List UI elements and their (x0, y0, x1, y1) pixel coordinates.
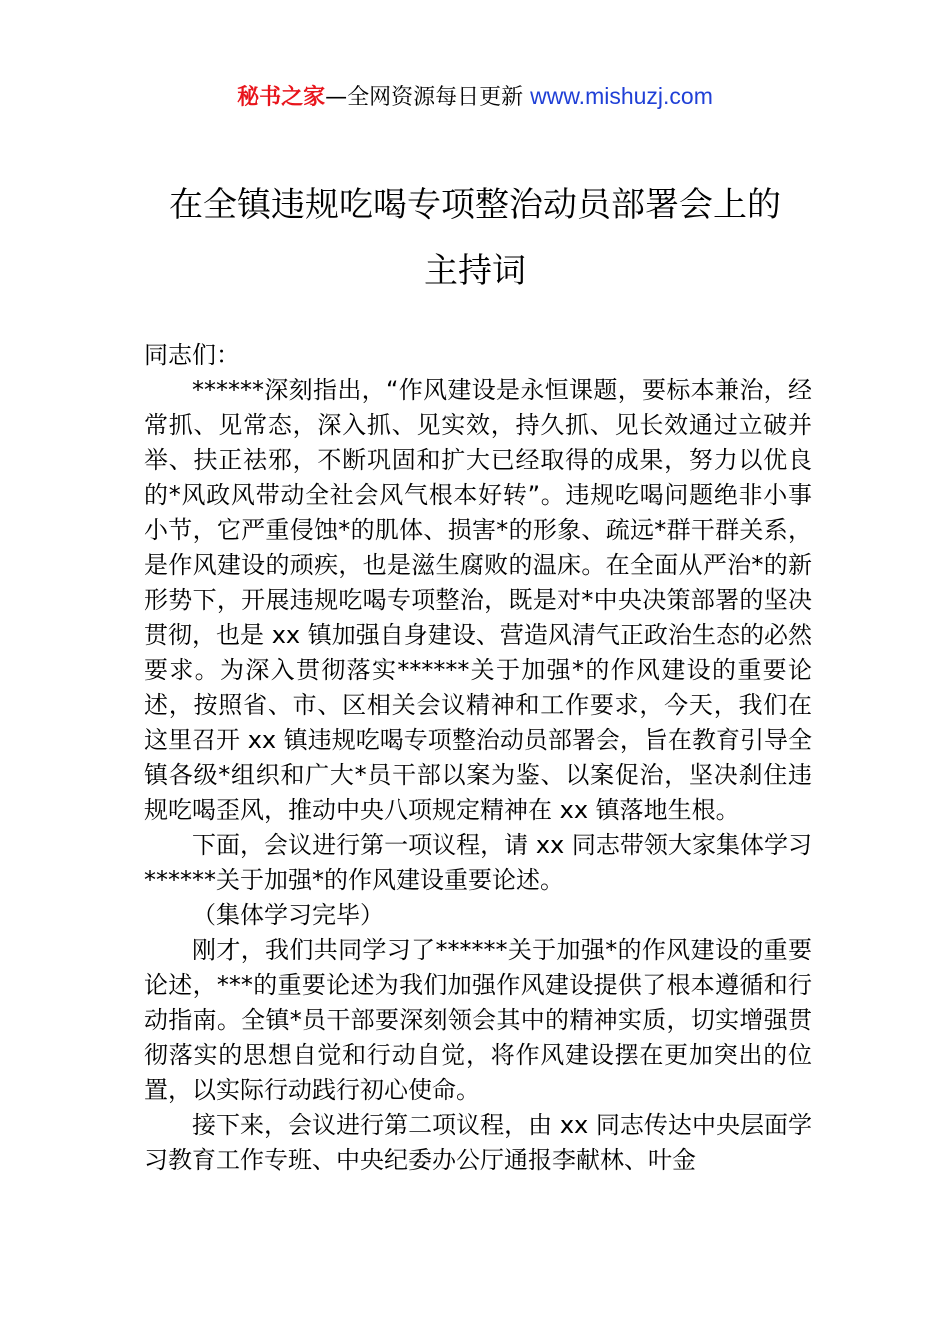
salutation: 同志们： (144, 341, 240, 369)
document-title (80, 172, 870, 304)
document-body (144, 338, 812, 1178)
paragraph-4: 刚才，我们共同学习了******关于加强*的作风建设的重要论述，***的重要论述为我们加强作风建设提供了根本遵循和行动指南。全镇*员干部要深刻领会其中的精神实质，切实增强贯彻落实的思想自觉和行动自觉，将作风建设摆在更加突出的位置，以实际行动践行初心使命。 (144, 936, 812, 1104)
paragraph-1: ******深刻指出，“作风建设是永恒课题，要标本兼治，经常抓、见常态，深入抓、见实效，持久抓、见长效通过立破并举、扶正祛邪，不断巩固和扩大已经取得的成果，努力以优良的*风政风带动全社会风气根本好转”。违规吃喝问题绝非小事小节，它严重侵蚀*的肌体、损害*的形象、疏远*群干群关系，是作风建设的顽疾，也是滋生腐败的温床。在全面从严治*的新形势下，开展违规吃喝专项整治，既是对*中央决策部署的坚决贯彻，也是 xx 镇加强自身建设、营造风清气正政治生态的必然要求。为深入贯彻落实******关于加强*的作风建设的重要论述，按照省、市、区相关会议精神和工作要求，今天，我们在这里召开 xx 镇违规吃喝专项整治动员部署会，旨在教育引导全镇各级*组织和广大*员干部以案为鉴、以案促治，坚决刹住违规吃喝歪风，推动中央八项规定精神在 xx 镇落地生根。 (144, 376, 812, 824)
paragraph-5: 接下来，会议进行第二项议程，由 xx 同志传达中央层面学习教育工作专班、中央纪委办公厅通报李献林、叶金 (144, 1111, 812, 1174)
title-line-2: 主持词 (424, 251, 526, 291)
paragraph-3: （集体学习完毕） (192, 901, 384, 929)
site-url-link[interactable]: www.mishuzj.com (530, 83, 713, 109)
site-tagline: —全网资源每日更新 (325, 85, 531, 110)
paragraph-2: 下面，会议进行第一项议程，请 xx 同志带领大家集体学习******关于加强*的作风建设重要论述。 (144, 831, 812, 894)
site-header (0, 80, 950, 114)
title-line-1: 在全镇违规吃喝专项整治动员部署会上的 (169, 185, 781, 225)
site-name: 秘书之家 (237, 85, 326, 110)
